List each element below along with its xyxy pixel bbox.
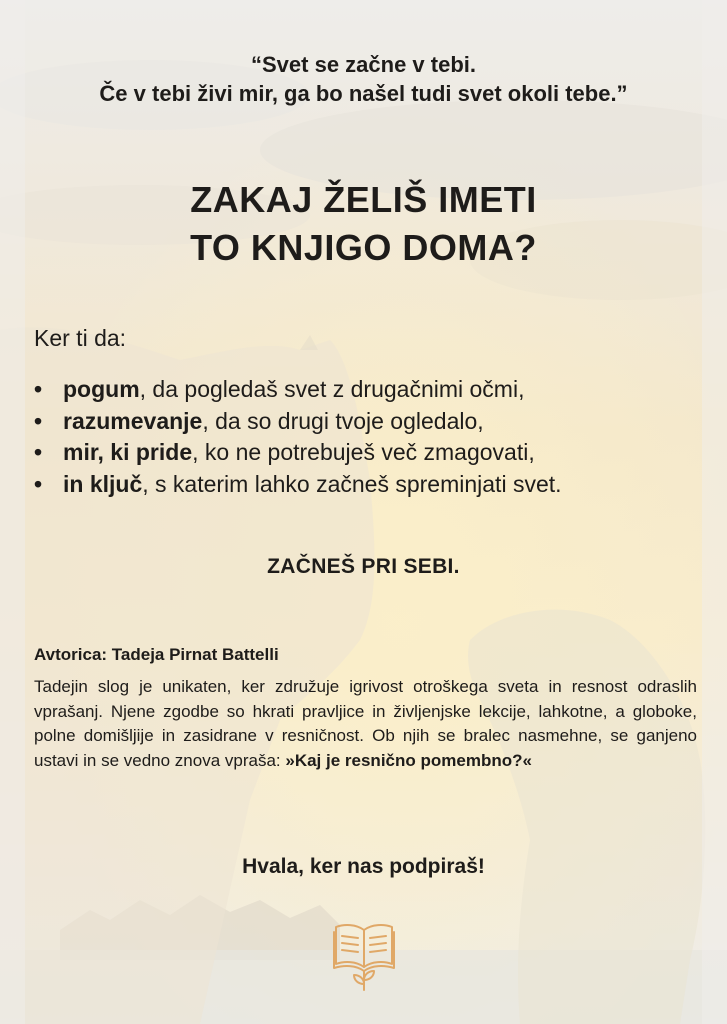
tagline: ZAČNEŠ PRI SEBI. [267, 555, 460, 578]
page-title [0, 176, 727, 272]
headline-line-2: TO KNJIGO DOMA? [190, 227, 537, 268]
opening-quote [0, 50, 727, 108]
quote-line-1: “Svet se začne v tebi. [251, 52, 476, 77]
benefit-keyword: mir, ki pride [63, 439, 193, 465]
benefit-text: , da pogledaš svet z drugačnimi očmi, [139, 376, 525, 402]
thank-you-message: Hvala, ker nas podpiraš! [242, 855, 485, 878]
benefit-text: , ko ne potrebuješ več zmagovati, [192, 439, 535, 465]
author-bio-text: Tadejin slog je unikaten, ker združuje igrivost otroškega sveta in resnost odraslih vprašanj. Njene zgodbe so hkrati pravljice in življenjske lekcije, lahkotne, a globoke, polne domišljije in zasidrane v resničnost. Ob njih se bralec nasmehne, se ganjeno ustavi in se vedno znova vpraša: [34, 677, 697, 770]
author-bio-question: »Kaj je resnično pomembno?« [285, 750, 532, 770]
benefit-keyword: in ključ [63, 470, 143, 497]
bullet-symbol: • [34, 407, 43, 434]
bullet-symbol: • [34, 470, 43, 497]
list-item [34, 437, 562, 469]
benefit-keyword: pogum [63, 376, 140, 402]
list-item [34, 406, 562, 438]
benefits-intro: Ker ti da: [34, 325, 127, 351]
benefits-list [34, 374, 562, 500]
list-item [34, 374, 562, 406]
author-bio [34, 675, 697, 773]
quote-line-2: Če v tebi živi mir, ga bo našel tudi svet okoli tebe.” [99, 81, 628, 106]
list-item [34, 469, 562, 501]
open-book-sprout-icon [332, 918, 396, 994]
benefit-text: , s katerim lahko začneš spreminjati svet. [142, 470, 562, 497]
author-label: Avtorica: Tadeja Pirnat Battelli [34, 645, 279, 664]
benefit-keyword: razumevanje [63, 407, 203, 434]
bullet-symbol: • [34, 439, 43, 465]
bullet-symbol: • [34, 376, 43, 402]
benefit-text: , da so drugi tvoje ogledalo, [202, 407, 484, 434]
headline-line-1: ZAKAJ ŽELIŠ IMETI [190, 179, 537, 220]
